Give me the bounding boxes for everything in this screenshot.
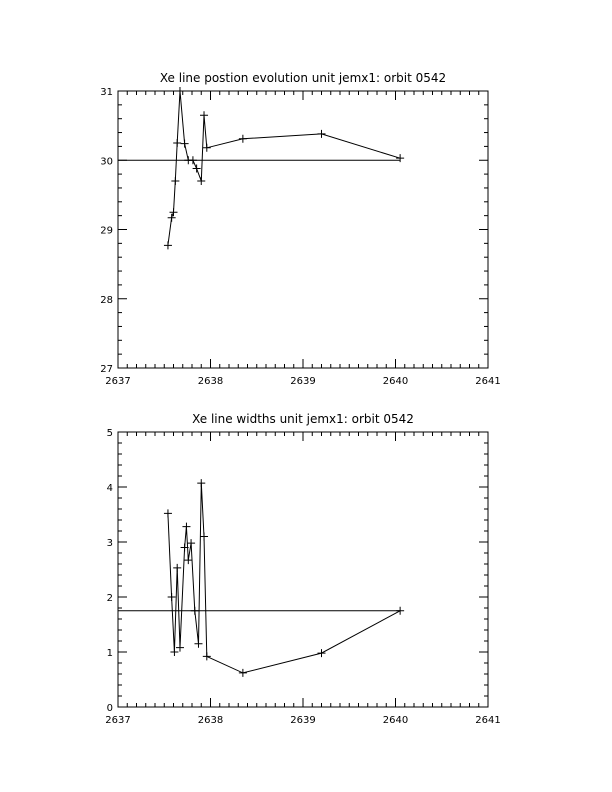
plot-frame <box>118 91 488 368</box>
data-point <box>168 593 176 601</box>
data-point <box>239 669 247 677</box>
x-tick-label: 2640 <box>382 715 409 726</box>
data-point <box>176 644 184 652</box>
x-tick-label: 2639 <box>290 376 316 387</box>
data-point <box>173 139 181 147</box>
data-point <box>170 648 178 656</box>
data-point <box>191 607 199 615</box>
data-point <box>189 156 197 164</box>
chart-title-position: Xe line postion evolution unit jemx1: orbit 0542 <box>159 71 447 85</box>
plot-frame <box>118 432 488 707</box>
data-point <box>396 154 404 162</box>
plot-position <box>100 87 500 387</box>
y-tick-label: 5 <box>106 428 113 439</box>
y-tick-label: 0 <box>106 703 113 714</box>
y-tick-label: 2 <box>106 593 113 604</box>
x-tick-label: 2641 <box>475 376 501 387</box>
data-point <box>197 479 205 487</box>
plot-widths <box>105 428 500 726</box>
y-tick-label: 28 <box>100 294 113 306</box>
x-tick-label: 2639 <box>290 715 316 726</box>
data-point <box>197 177 205 185</box>
x-tick-label: 2640 <box>382 376 409 387</box>
data-point <box>171 177 179 185</box>
data-point <box>182 523 190 531</box>
y-tick-label: 27 <box>100 364 113 375</box>
data-point <box>173 564 181 572</box>
x-tick-label: 2641 <box>475 715 501 726</box>
data-point <box>187 539 195 547</box>
data-point <box>318 130 326 138</box>
x-tick-label: 2637 <box>105 376 131 387</box>
data-point <box>194 640 202 648</box>
series-line <box>168 91 400 245</box>
data-point <box>184 556 192 564</box>
data-point <box>170 208 178 216</box>
y-tick-label: 4 <box>106 483 113 494</box>
data-point <box>318 649 326 657</box>
data-point <box>203 144 211 152</box>
data-point <box>164 509 172 517</box>
data-point <box>200 533 208 541</box>
data-point <box>193 165 201 173</box>
y-tick-label: 29 <box>100 225 113 237</box>
series-line <box>168 483 400 673</box>
y-tick-label: 30 <box>100 156 113 168</box>
data-point <box>181 140 189 148</box>
data-point <box>168 214 176 222</box>
data-point <box>239 135 247 143</box>
x-tick-label: 2637 <box>105 715 131 726</box>
data-point <box>396 607 404 615</box>
x-tick-label: 2638 <box>197 715 224 726</box>
y-tick-label: 1 <box>106 648 113 659</box>
data-point <box>203 652 211 660</box>
y-tick-label: 3 <box>106 538 113 549</box>
y-tick-label: 31 <box>100 87 113 98</box>
data-point <box>164 241 172 249</box>
x-tick-label: 2638 <box>197 376 224 387</box>
data-point <box>200 111 208 119</box>
chart-title-widths: Xe line widths unit jemx1: orbit 0542 <box>192 412 414 426</box>
